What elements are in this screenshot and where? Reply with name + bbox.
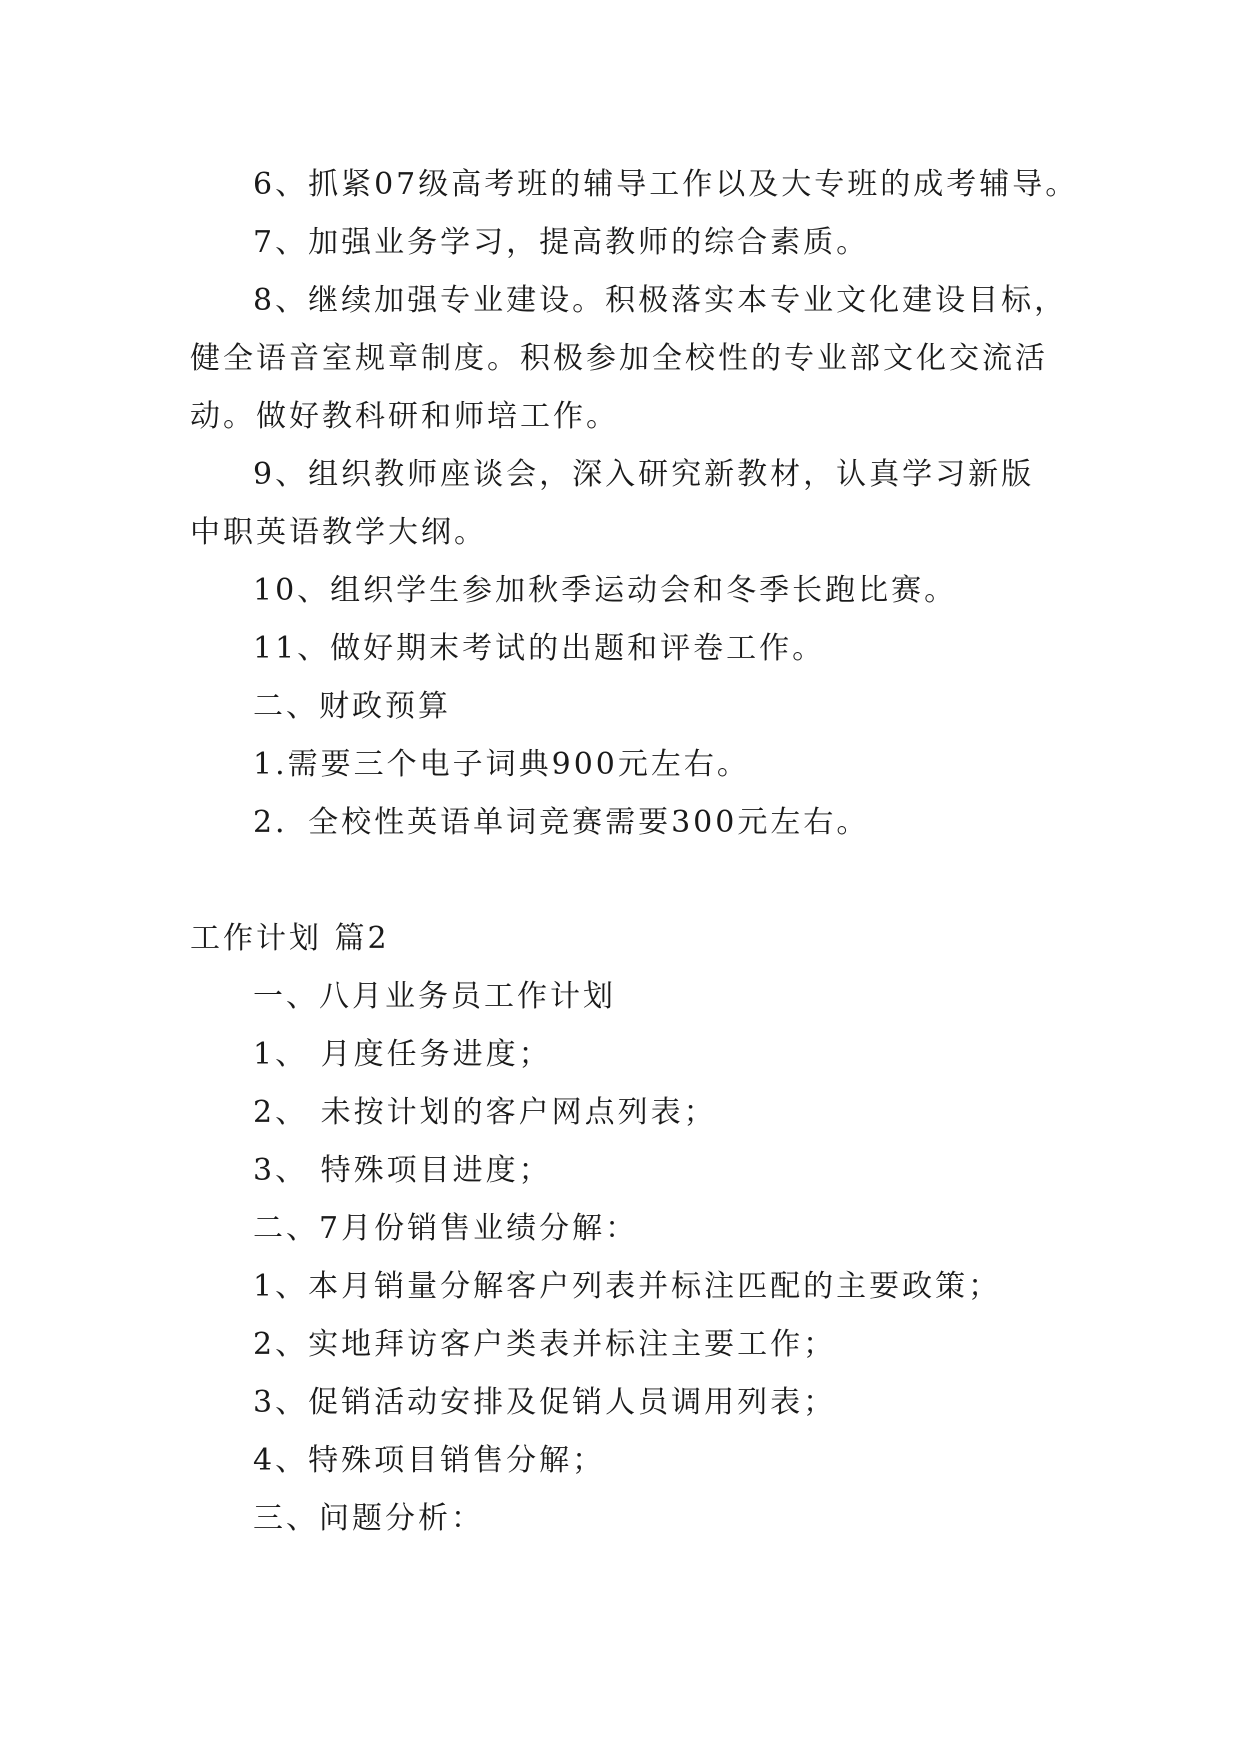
sales-item-1: 1、本月销量分解客户列表并标注匹配的主要政策； (253, 1269, 1002, 1304)
list-item-8-line-3: 动。做好教科研和师培工作。 (190, 399, 619, 434)
sales-item-3: 3、促销活动安排及促销人员调用列表； (253, 1385, 837, 1420)
budget-item-1: 1.需要三个电子词典900元左右。 (253, 747, 750, 782)
section-title: 工作计划 篇2 (190, 921, 390, 956)
heading-sales-breakdown: 二、7月份销售业绩分解： (253, 1211, 639, 1246)
sales-item-2: 2、实地拜访客户类表并标注主要工作； (253, 1327, 837, 1362)
list-item-7: 7、加强业务学习，提高教师的综合素质。 (253, 225, 870, 260)
heading-august-plan: 一、八月业务员工作计划 (253, 979, 616, 1014)
budget-heading: 二、财政预算 (253, 689, 451, 724)
plan-item-1: 1、 月度任务进度； (253, 1037, 552, 1072)
list-item-6: 6、抓紧07级高考班的辅导工作以及大专班的成考辅导。 (253, 167, 1079, 202)
list-item-8-line-1: 8、继续加强专业建设。积极落实本专业文化建设目标， (253, 283, 1068, 318)
plan-item-3: 3、 特殊项目进度； (253, 1153, 552, 1188)
budget-item-2: 2．全校性英语单词竞赛需要300元左右。 (253, 805, 870, 840)
list-item-9-line-2: 中职英语教学大纲。 (190, 515, 487, 550)
sales-item-4: 4、特殊项目销售分解； (253, 1443, 606, 1478)
list-item-9-line-1: 9、组织教师座谈会，深入研究新教材，认真学习新版 (253, 457, 1035, 492)
plan-item-2: 2、 未按计划的客户网点列表； (253, 1095, 717, 1130)
list-item-8-line-2: 健全语音室规章制度。积极参加全校性的专业部文化交流活 (190, 341, 1048, 376)
list-item-11: 11、做好期末考试的出题和评卷工作。 (253, 631, 826, 666)
heading-problem-analysis: 三、问题分析： (253, 1501, 484, 1536)
list-item-10: 10、组织学生参加秋季运动会和冬季长跑比赛。 (253, 573, 958, 608)
